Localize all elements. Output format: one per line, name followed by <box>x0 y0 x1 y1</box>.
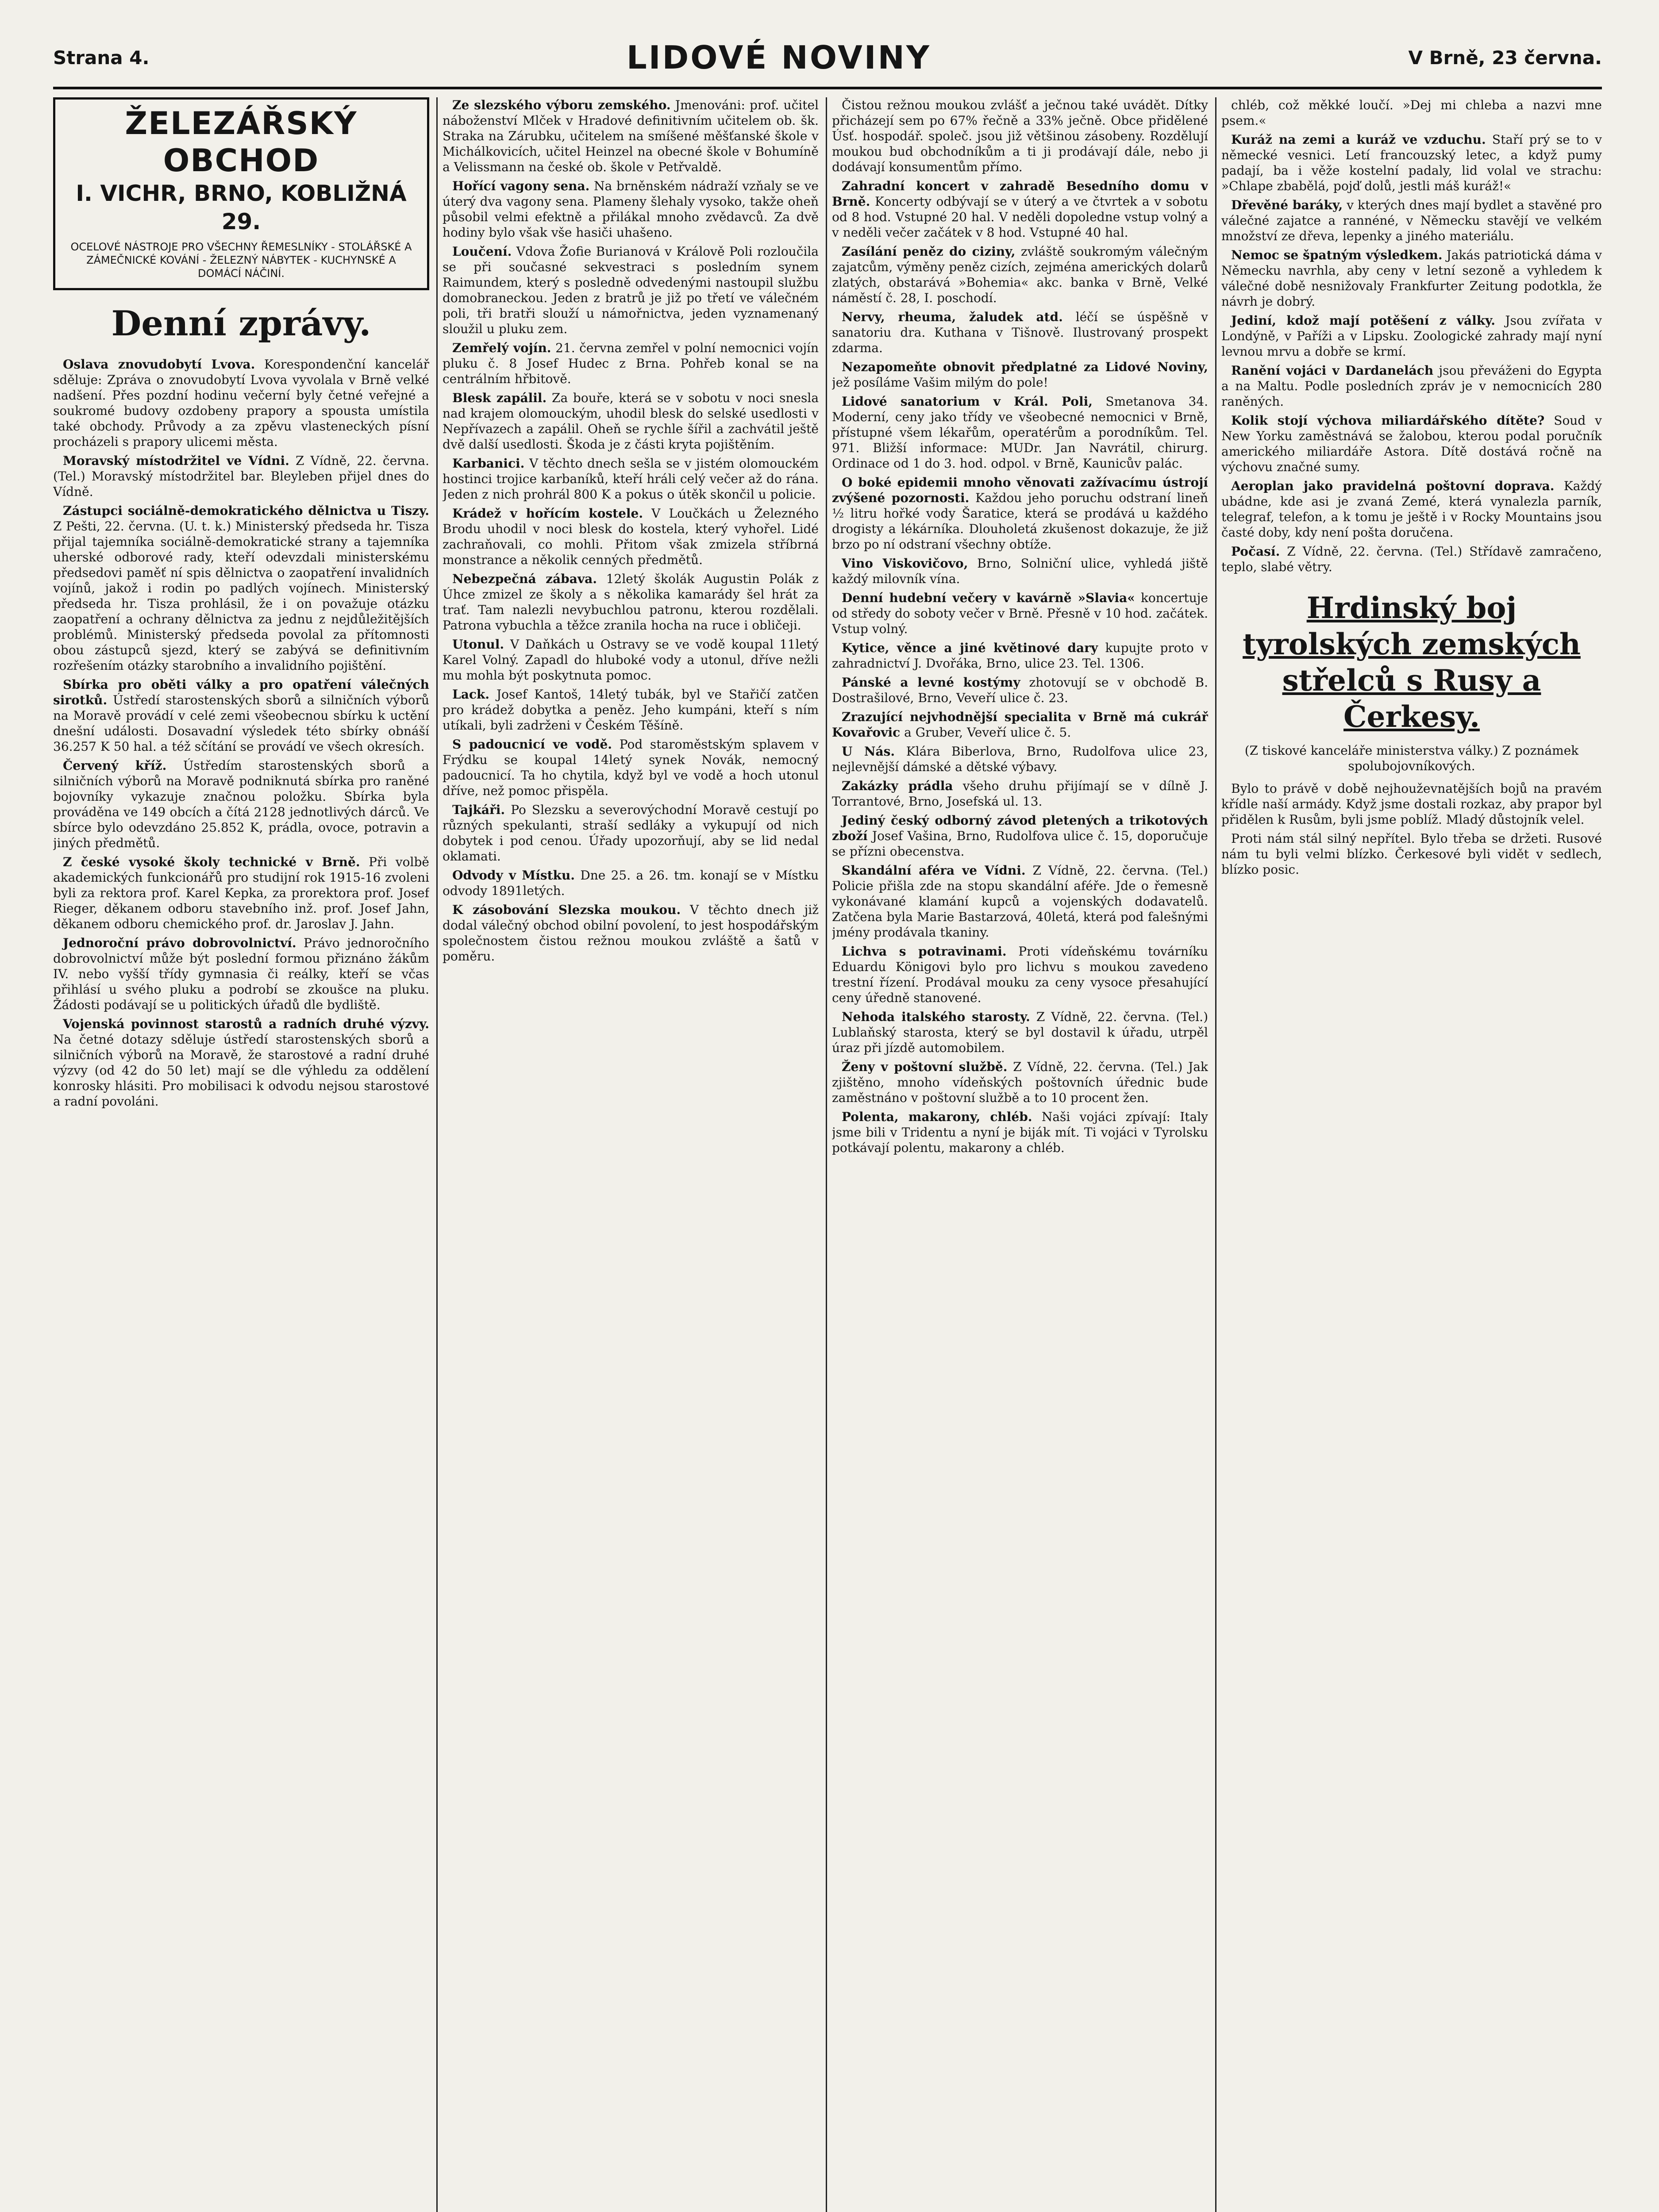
news-item-text: Při volbě akademických funkcionářů pro studijní rok 1915-16 zvoleni byli za rektora prof. Karel Kepka, za prorektora prof. Josef Rieger, děkanem odboru stavebního inž. prof. Josef Jahn, děkanem odboru chemického prof. dr. Jaroslav J. Jahn. <box>53 855 429 931</box>
news-item <box>832 813 1208 859</box>
news-item-text: Josef Vašina, Brno, Rudolfova ulice č. 15, doporučuje se přízni obecenstva. <box>832 829 1208 859</box>
news-item-text: chléb, což měkké loučí. »Dej mi chleba a nazvi mne psem.« <box>1221 98 1602 128</box>
news-item-text: Klára Biberlova, Brno, Rudolfova ulice 23, nejlevnější dámské a dětské výbavy. <box>832 744 1208 774</box>
news-item-heading: Zrazující nejvhodnější specialita v Brně má cukrář Kovařovic <box>832 710 1208 740</box>
ad-title: ŽELEZÁŘSKÝ OBCHOD <box>125 105 358 179</box>
news-item-heading: Moravský místodržitel ve Vídni. <box>63 453 289 468</box>
news-item-text: V Loučkách u Železného Brodu uhodil v noci blesk do kostela, který vyhořel. Lidé zachraňovali, co mohli. Přitom však zmizela stříbrná monstrance a několik cenných předmětů. <box>443 506 819 567</box>
news-item-text: Pod staroměstským splavem v Frýdku se koupal 14letý synek Novák, nemocný padoucnicí. Ta ho chytila, když byl ve vodě a hoch utonul dříve, než pomoc přispěla. <box>443 737 819 798</box>
news-item-heading: Ženy v poštovní službě. <box>842 1060 1008 1074</box>
ad-subtitle: I. VICHR, BRNO, KOBLIŽNÁ 29. <box>76 180 407 234</box>
news-item <box>832 640 1208 671</box>
news-item <box>832 178 1208 240</box>
news-item-text: Jmenováni: prof. učitel náboženství Mlček v Hradové definitivním učitelem ob. šk. Straka na Zárubku, učitelem na smíšené měšťanské škole v Michálkovicích, učitel Heinzel na obecné škole v Bohumíně a Velissmann na české ob. škole v Petřvaldě. <box>443 98 819 174</box>
news-item-heading: Blesk zapálil. <box>452 391 547 405</box>
news-item <box>443 456 819 502</box>
news-item-heading: S padoucnicí ve vodě. <box>452 737 612 752</box>
news-item-heading: Hořící vagony sena. <box>452 179 590 193</box>
news-item-heading: Nezapomeňte obnovit předplatné za Lidové Noviny, <box>842 360 1208 374</box>
article-list <box>1221 97 1602 575</box>
news-item-text: Ústředím starostenských sborů a silničních výborů na Moravě podniknutá sbírka pro raněné bojovníky vykazuje značnou položku. Sbírka byla prováděna ve 149 obcích a čítá 2128 jednotlivých dárců. Ve sbírce bylo odevzdáno 25.852 K, prádla, ovoce, potravin a jiných předmětů. <box>53 758 429 850</box>
news-item <box>832 1059 1208 1106</box>
news-item <box>832 590 1208 637</box>
news-item-heading: Kytice, věnce a jiné květinové dary <box>842 641 1098 655</box>
news-item <box>53 758 429 851</box>
news-item-text: léčí se úspěšně v sanatoriu dra. Kuthana v Tišnově. Ilustrovaný prospekt zdarma. <box>832 310 1208 355</box>
news-item-heading: Krádež v hořícím kostele. <box>452 506 643 521</box>
news-item-heading: U Nás. <box>842 744 895 759</box>
news-item-heading: Zasílání peněz do ciziny, <box>842 244 1016 259</box>
news-item-heading: Lidové sanatorium v Král. Poli, <box>842 394 1093 409</box>
news-item-heading: Červený kříž. <box>63 758 167 773</box>
news-item <box>1221 831 1602 877</box>
news-item-heading: Nemoc se špatným výsledkem. <box>1231 248 1443 262</box>
news-item-text: Proti vídeňskému továrníku Eduardu Königovi bylo pro lichvu s moukou zavedeno trestní řízení. Prodával mouku za ceny vysoce přesahující ceny úředně stanovené. <box>832 944 1208 1005</box>
column-4 <box>1221 97 1602 2212</box>
news-item-heading: Počasí. <box>1231 544 1280 559</box>
news-item-text: Z Vídně, 22. června. (Tel.) Lublaňský starosta, který se byl dostavil k úřadu, utrpěl úraz při jízdě automobilem. <box>832 1010 1208 1055</box>
news-item <box>53 854 429 932</box>
news-item-heading: Kuráž na zemi a kuráž ve vzduchu. <box>1231 132 1486 147</box>
news-item-heading: Zemřelý vojín. <box>452 341 551 355</box>
news-item-text: V Daňkách u Ostravy se ve vodě koupal 11letý Karel Volný. Zapadl do hluboké vody a utonul, dříve nežli mu mohla být poskytnuta pomoc. <box>443 637 819 683</box>
news-item <box>832 744 1208 775</box>
news-item <box>832 359 1208 390</box>
column-divider <box>436 97 438 2212</box>
article-list <box>443 97 819 964</box>
news-item-text: Ústředí starostenských sborů a silničních výborů na Moravě provádí v celé zemi všeobecnou sbírku k uctění dnešní události. Dosavadní výsledek této sbírky obnáší 36.257 K 50 hal. a též sčítání se provádí ve všech okresích. <box>53 693 429 754</box>
news-item-text: zvláště soukromým válečným zajatcům, výměny peněz cizích, zejména amerických dolarů zlatých, obstarává »Bohemia« akc. banka v Brně, Velké náměstí č. 28, I. poschodí. <box>832 244 1208 305</box>
news-item-heading: Nebezpečná zábava. <box>452 572 597 586</box>
news-item <box>832 97 1208 175</box>
news-item-heading: Zakázky prádla <box>842 779 953 793</box>
news-item-text: kupujte proto v zahradnictví J. Dvořáka, Brno, ulice 23. Tel. 1306. <box>832 641 1208 671</box>
news-item <box>443 390 819 452</box>
news-item-text: Na četné dotazy sděluje ústředí starostenských sborů a silničních výborů na Moravě, že starostové a radní druhé výzvy (od 42 do 50 let) mají se dle výhledu za oddělení konrosky hlásiti. Pro mobilisaci k odvodu nejsou starostové a radní povoláni. <box>53 1032 429 1109</box>
news-item-heading: Dřevěné baráky, <box>1231 198 1343 212</box>
masthead-rule <box>53 87 1602 89</box>
news-item <box>443 802 819 864</box>
news-item-text: Z Pešti, 22. června. (U. t. k.) Ministerský předseda hr. Tisza přijal tajemníka sociálně-demokratické strany a tajemníka uherské odborové rady, kteří odevzdali ministerskému předsedovi paměť ní spis dělnictva o zaopatření invalidních vojínů, jakož i rodin po padlých vojínech. Ministerský předseda hr. Tisza prohlásil, že i on považuje otázku zaopatření a ochrany dělnictva za jednu z nejdůležitějších problémů. Ministerský předseda povolal za přítomnosti obou zástupců sjezd, který se zabývá se definitivním rozřešením otázky starobního a invalidního pojištění. <box>53 519 429 673</box>
news-item <box>1221 478 1602 540</box>
news-item-heading: Oslava znovudobytí Lvova. <box>63 357 255 372</box>
news-item <box>443 340 819 387</box>
news-item <box>443 868 819 899</box>
article-lead: (Z tiskové kanceláře ministerstva války.) Z poznámek spolubojovníkových. <box>1244 743 1579 773</box>
news-item <box>832 709 1208 740</box>
news-item <box>53 935 429 1013</box>
news-item-heading: Aeroplan jako pravidelná poštovní doprava. <box>1231 479 1555 493</box>
news-item-text: 21. června zemřel v polní nemocnici vojín pluku č. 8 Josef Hudec z Brna. Pohřeb konal se na centrálním hřbitově. <box>443 341 819 386</box>
article-list <box>53 357 429 1109</box>
news-item-text: Z Vídně, 22. června. (Tel.) Jak zjištěno, mnoho vídeňských poštovních úřednic bude zaměstnáno v poštovní službě a to 10 procent žen. <box>832 1060 1208 1105</box>
news-item <box>443 178 819 240</box>
column-divider <box>1215 97 1216 2212</box>
news-item-text: všeho druhu přijímají se v dílně J. Torrantové, Brno, Josefská ul. 13. <box>832 779 1208 809</box>
news-item-heading: Pánské a levné kostýmy <box>842 675 1020 690</box>
news-item-text: jež posíláme Vašim milým do pole! <box>832 375 1048 390</box>
news-item-heading: Jediný český odborný závod pletených a trikotových zboží <box>832 813 1208 843</box>
news-item-heading: Lichva s potravinami. <box>842 944 1007 959</box>
article-list <box>832 97 1208 1156</box>
news-item-text: 12letý školák Augustin Polák z Úhce zmizel ze školy a s několika kamarády šel hrát za trať. Tam nalezli nevybuchlou patronu, kterou rozdělali. Patrona vybuchla a těžce zranila hocha na ruce i obličeji. <box>443 572 819 633</box>
article-list <box>1221 781 1602 877</box>
news-item <box>53 357 429 449</box>
ad-text: OCELOVÉ NÁSTROJE PRO VŠECHNY ŘEMESLNÍKY - STOLÁŘSKÉ A ZÁMEČNICKÉ KOVÁNÍ - ŽELEZNÝ NÁBYTEK - KUCHYNSKÉ A DOMÁCÍ NÁČINÍ. <box>70 241 412 280</box>
news-item <box>832 244 1208 306</box>
news-item-text: v kterých dnes mají bydlet a stavěné pro válečné zajatce a rannéné, v Německu stavějí ve velkém množství ze dřeva, lepenky a jiného materiálu. <box>1221 198 1602 243</box>
news-item-text: Jsou zvířata v Londýně, v Paříži a v Lipsku. Zoologické zahrady mají nyní levnou mrvu a dobře se krmí. <box>1221 313 1602 359</box>
news-item-heading: Denní hudební večery v kavárně »Slavia« <box>842 591 1135 605</box>
news-item-heading: K zásobování Slezska moukou. <box>452 902 681 917</box>
news-item-heading: Jednoroční právo dobrovolnictví. <box>63 936 296 950</box>
advertisement <box>53 97 429 290</box>
news-item-heading: Zástupci sociálně-demokratického dělnictva u Tiszy. <box>63 503 429 518</box>
news-item-heading: Lack. <box>452 687 490 702</box>
news-item-text: Smetanova 34. Moderní, ceny jako třídy ve všeobecné nemocnici v Brně, přístupné všem lékařům, operatérům a porodníkům. Tel. 971. Bližší informace: MUDr. Jan Navrátil, chirurg. Ordinace od 1 do 3. hod. odpol. v Brně, Kaunicův palác. <box>832 394 1208 471</box>
news-item-text: jsou převáženi do Egypta a na Maltu. Podle posledních zpráv je v nemocnicích 280 raněných. <box>1221 363 1602 409</box>
news-item <box>1221 781 1602 827</box>
column-3 <box>832 97 1208 2212</box>
news-item-heading: Loučení. <box>452 244 512 259</box>
section-heading: Denní zprávy. <box>111 303 371 344</box>
news-item-heading: Ranění vojáci v Dardanelách <box>1231 363 1434 378</box>
news-item-heading: Sbírka pro oběti války a pro opatření válečných sirotků. <box>53 677 429 707</box>
news-item-text: Dne 25. a 26. tm. konají se v Místku odvody 1891letých. <box>443 868 819 898</box>
news-item <box>832 394 1208 471</box>
news-item-heading: Ze slezského výboru zemského. <box>452 98 671 112</box>
news-item-heading: O boké epidemii mnoho věnovati zažívacímu ústrojí zvýšené pozornosti. <box>832 475 1208 505</box>
news-item-heading: Jediní, kdož mají potěšení z války. <box>1231 313 1495 328</box>
news-item-text: Čistou režnou moukou zvlášť a ječnou také uvádět. Dítky přicházejí sem po 67% řečně a 33% ječně. Obce přidělené Úsť. hospodář. společ. jsou již většinou zásobeny. Rozdělují moukou bud obchodníkům a ti ji prodávají dále, nebo ji dodávají konsumentům přímo. <box>832 98 1208 174</box>
news-item <box>443 244 819 337</box>
news-item <box>832 475 1208 552</box>
news-item <box>832 944 1208 1006</box>
news-item-heading: Skandální aféra ve Vídni. <box>842 863 1026 878</box>
news-item-text: Staří prý se to v německé vesnici. Letí francouzský letec, a když pumy padají, ba i věže kostelní padaly, lid volal ve strachu: »Chlape zbabělá, pojď dolů, jestli máš kuráž!« <box>1221 132 1602 193</box>
news-item-text: Soud v New Yorku zaměstnává se žalobou, kterou podal poručník amerického miliardáře Astora. Dítě dostává ročně na výchovu značné sumy. <box>1221 413 1602 474</box>
news-item-text: Koncerty odbývají se v úterý a ve čtvrtek a v sobotu od 8 hod. Vstupné 20 hal. V neděli dopoledne vstup volný a v neděli večer začátek v 8 hod. Vstupné 40 hal. <box>832 194 1208 240</box>
news-item-text: Korespondenční kancelář sděluje: Zpráva o znovudobytí Lvova vyvolala v Brně velké nadšení. Přes pozdní hodinu večerní byly četné veřejné a soukromé budovy ozdobeny prapory a spousta umístila také obchody. Průvody a za zpěvu vlasteneckých písní procházeli s prapory ulicemi města. <box>53 357 429 449</box>
news-item <box>443 637 819 683</box>
news-item-heading: Odvody v Místku. <box>452 868 575 883</box>
news-item-text: Jakás patriotická dáma v Německu navrhla, aby ceny v letní sezoně a vyhledem k válečné době nesnižovaly Frankfurter Zeitung podotkla, že návrh je dobrý. <box>1221 248 1602 309</box>
news-item-heading: Karbanici. <box>452 456 525 471</box>
news-item <box>443 737 819 799</box>
news-item-text: Každý ubádne, kde asi je zvaná Zemé, která vynalezla parník, telegraf, telefon, a k tomu je ještě i v Rocky Mountains jsou časté doby, kdy není pošta doručena. <box>1221 479 1602 540</box>
news-item-heading: Vojenská povinnost starostů a radních druhé výzvy. <box>63 1017 429 1031</box>
news-item-text: Každou jeho poruchu odstraní lineň ½ litru hořké vody Šaratice, která se prodává u každého drogisty a lékárníka. Dlouholetá zkušenost dokazuje, že již brzo po ní odstraní všechny obtíže. <box>832 491 1208 552</box>
news-item-text: Za bouře, která se v sobotu v noci snesla nad krajem olomouckým, uhodil blesk do selské usedlosti v Nepřívazech a zapálil. Oheň se rychle šířil a zachvátil ještě dvě další usedlosti. Škoda je z části kryta pojištěním. <box>443 391 819 452</box>
news-item <box>53 677 429 754</box>
news-item <box>1221 97 1602 128</box>
news-item <box>832 1009 1208 1056</box>
dateline: V Brně, 23 června. <box>1408 46 1602 69</box>
news-item-text: Právo jednoročního dobrovolnictví může být poslední formou přiznáno žákům IV. nebo vyšší třídy gymnasia či reálky, kteří se včas přihlásí u svého pluku a podrobí se zkoušce na pluku. Žádosti podávají se u politických úřadů dle bydliště. <box>53 936 429 1012</box>
news-item-text: Proti nám stál silný nepřítel. Bylo třeba se držeti. Rusové nám tu byli velmi blízko. Čerkesové byli vidět v sedlech, blízko posic. <box>1221 831 1602 877</box>
news-item-heading: Vino Viskovičovo, <box>842 556 968 571</box>
news-item-heading: Nehoda italského starosty. <box>842 1010 1030 1024</box>
news-item <box>1221 197 1602 244</box>
news-item <box>832 556 1208 587</box>
news-item <box>1221 363 1602 409</box>
news-item-text: Z Vídně, 22. června. (Tel.) Moravský místodržitel bar. Bleyleben přijel dnes do Vídně. <box>53 453 429 499</box>
news-item <box>53 453 429 499</box>
news-item <box>53 503 429 673</box>
masthead <box>53 31 1602 84</box>
news-item <box>443 902 819 964</box>
news-item-text: zhotovují se v obchodě B. Dostrašilové, Brno, Veveří ulice č. 23. <box>832 675 1208 705</box>
news-item-text: Z Vídně, 22. června. (Tel.) Policie přišla zde na stopu skandální aféře. Jde o řemesně vykonávané klamání kupců a vojenských dodavatelů. Zatčena byla Marie Bastarzová, 40letá, která pod falešnými jmény prodávala tkaniny. <box>832 863 1208 940</box>
news-item-text: Josef Kantoš, 14letý tubák, byl ve Stařičí zatčen pro krádež dobytka a peněz. Jeho kumpáni, kteří s ním utíkali, byli zadrženi v Českém Těšíně. <box>443 687 819 733</box>
news-item-heading: Polenta, makarony, chléb. <box>842 1110 1032 1124</box>
news-item <box>443 687 819 733</box>
news-item-text: Na brněnském nádraží vzňaly se ve úterý dva vagony sena. Plameny šlehaly vysoko, takže oheň působil velmi efektně a přilákal mnoho zvědavců. Za dvě hodiny bylo však vše hasiči uhašeno. <box>443 179 819 240</box>
news-item <box>832 309 1208 356</box>
column-divider <box>826 97 827 2212</box>
news-item <box>53 1016 429 1109</box>
news-item <box>832 675 1208 706</box>
news-item <box>1221 247 1602 309</box>
news-item-heading: Kolik stojí výchova miliardářského dítěte? <box>1231 413 1545 428</box>
news-item-text: Naši vojáci zpívají: Italy jsme bili v Tridentu a nyní je biják mít. Ti vojáci v Tyrolsku potkávají polentu, makarony a chléb. <box>832 1110 1208 1155</box>
news-item-text: Vdova Žofie Burianová v Králově Poli rozloučila se při současné sekvestraci s posledním synem Raimundem, který s posledně odvedenými nastoupil službu domobraneckou. Jeden z bratrů je již po třetí ve válečném poli, tři bratři slouží u námořnictva, jeden vyznamenaný sloužil u pluku zem. <box>443 244 819 336</box>
news-item <box>832 1109 1208 1156</box>
news-item-text: a Gruber, Veveří ulice č. 5. <box>904 725 1071 740</box>
news-item-text: V těchto dnech sešla se v jistém olomouckém hostinci trojice karbaníků, kteří hráli celý večer až do rána. Jeden z nich prohrál 800 K a pokus o útěk skončil u policie. <box>443 456 819 502</box>
news-item <box>832 863 1208 940</box>
news-item-text: koncertuje od středy do soboty večer v Brně. Přesně v 10 hod. začátek. Vstup volný. <box>832 591 1208 636</box>
page-number: Strana 4. <box>53 46 150 69</box>
news-item <box>443 571 819 633</box>
news-item <box>1221 544 1602 575</box>
news-item-text: Po Slezsku a severovýchodní Moravě cestují po různých spekulanti, straší sedláky a vykupují od nich dobytek i pod cenou. Úřady upozorňují, aby se lid nedal oklamati. <box>443 803 819 864</box>
news-item-text: Brno, Solniční ulice, vyhledá jiště každý milovník vína. <box>832 556 1208 586</box>
news-item <box>832 778 1208 809</box>
news-item <box>1221 132 1602 194</box>
article-headline: Hrdinský boj tyrolských zemských střelců s Rusy a Čerkesy. <box>1243 591 1581 734</box>
column-2 <box>443 97 819 2212</box>
news-item-heading: Zahradní koncert v zahradě Besedního domu v Brně. <box>832 179 1208 209</box>
news-item-heading: Utonul. <box>452 637 504 652</box>
news-item-text: Z Vídně, 22. června. (Tel.) Střídavě zamračeno, teplo, slabé větry. <box>1221 544 1602 574</box>
news-item-text: Bylo to právě v době nejhouževnatějších bojů na pravém křídle naší armády. Když jsme dostali rozkaz, aby prapor byl přidělen k Rusům, byli jsme poblíž. Mladý důstojník velel. <box>1221 781 1602 827</box>
news-item <box>1221 313 1602 359</box>
news-item-text: V těchto dnech již dodal válečný obchod obilní povolení, to jest hospodářským společnostem čistou režnou moukou zvláště a šatů v poměru. <box>443 902 819 964</box>
news-item <box>443 506 819 568</box>
column-1 <box>53 97 429 2212</box>
news-item <box>443 97 819 175</box>
news-item-heading: Nervy, rheuma, žaludek atd. <box>842 310 1063 324</box>
news-item <box>1221 413 1602 475</box>
newspaper-title: LIDOVÉ NOVINY <box>626 39 931 76</box>
news-item-heading: Z české vysoké školy technické v Brně. <box>63 855 360 869</box>
news-item-heading: Tajkáři. <box>452 803 505 817</box>
